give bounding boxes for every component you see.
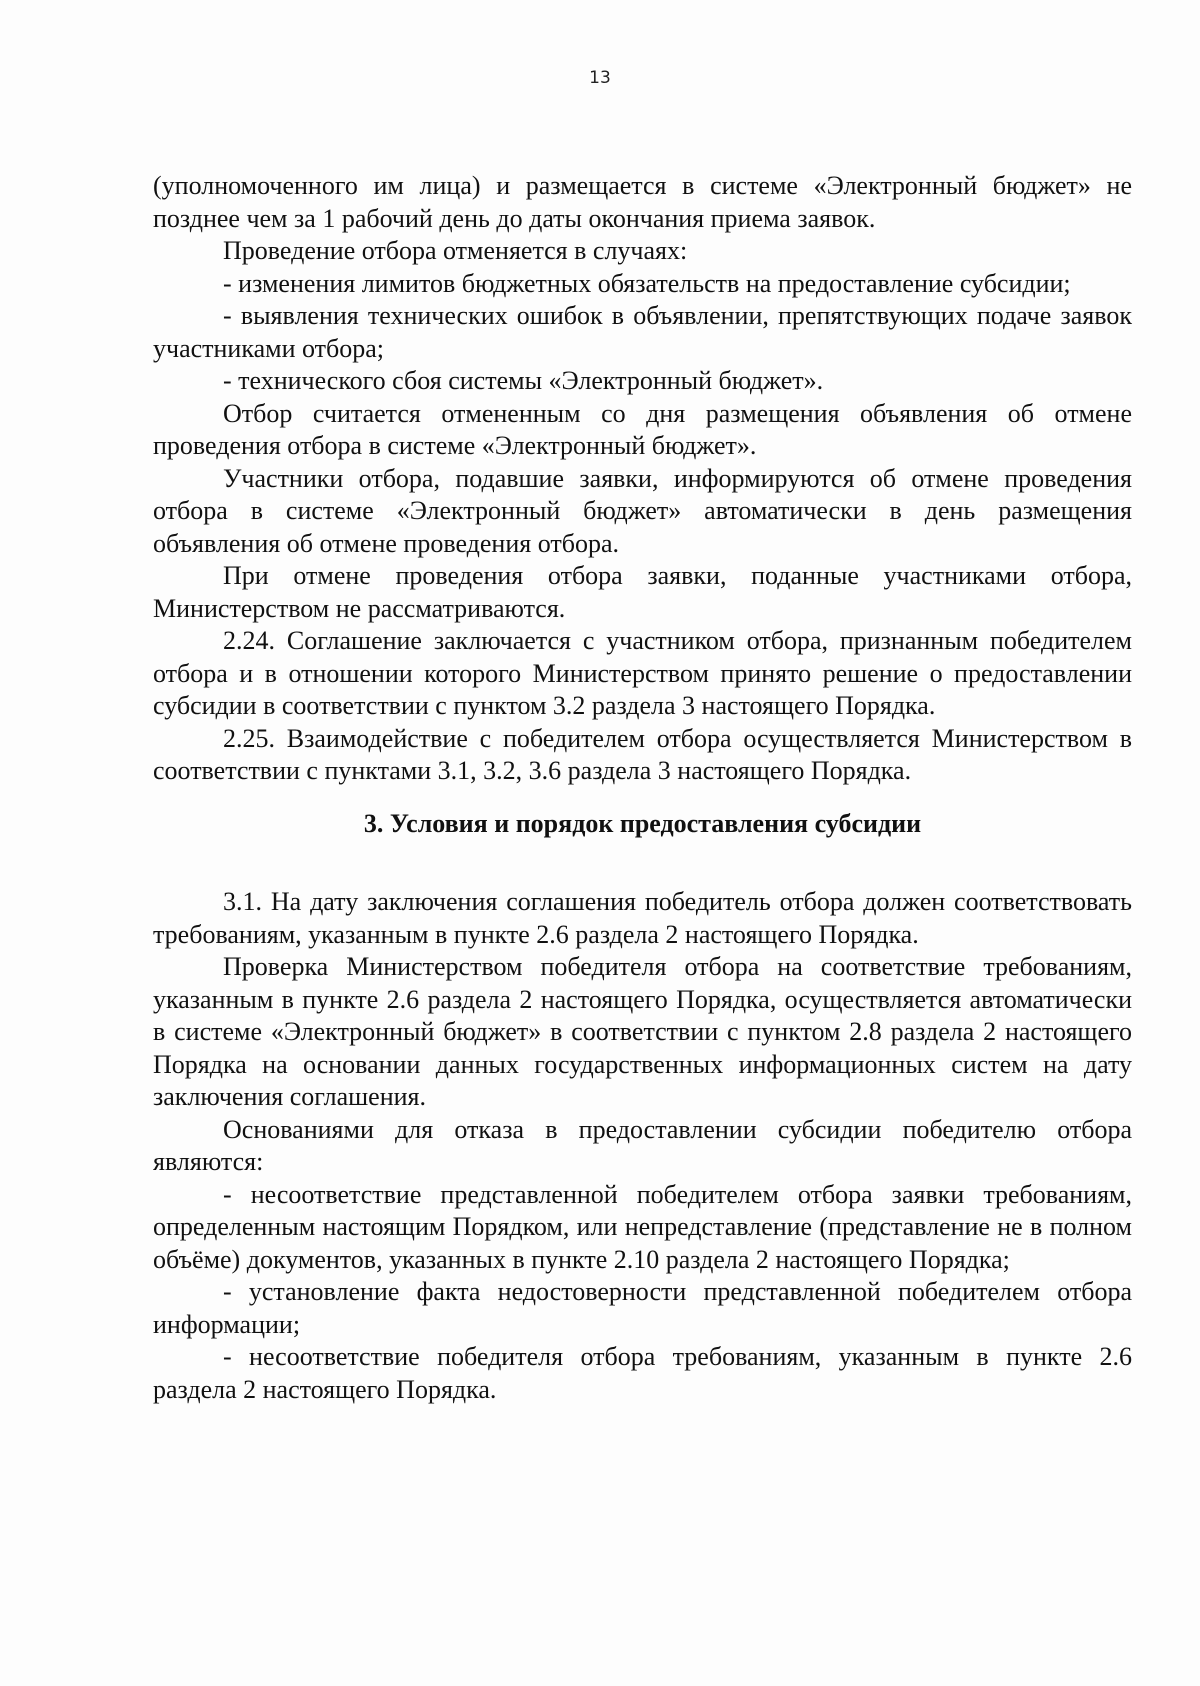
paragraph: Проверка Министерством победителя отбора на соответствие требованиям, указанным в пункте 2.6 раздела 2 настоящего Порядка, осуществляется автоматически в системе «Электронный бюджет» в соответствии с пунктом 2.8 раздела 2 настоящего Порядка на основании данных государственных информационных систем на дату заключения соглашения.	[153, 952, 1132, 1111]
list-item: - изменения лимитов бюджетных обязательств на предоставление субсидии;	[223, 268, 1071, 298]
list-item: - выявления технических ошибок в объявлении, препятствующих подаче заявок участниками отбора;	[153, 301, 1132, 363]
clause-2-25: 2.25. Взаимодействие с победителем отбора осуществляется Министерством в соответствии с пунктами 3.1, 3.2, 3.6 раздела 3 настоящего Порядка.	[153, 723, 1132, 785]
paragraph: Участники отбора, подавшие заявки, информируются об отмене проведения отбора в системе «Электронный бюджет» автоматически в день размещения объявления об отмене проведения отбора.	[153, 463, 1132, 558]
paragraph: Отбор считается отмененным со дня размещения объявления об отмене проведения отбора в системе «Электронный бюджет».	[153, 398, 1132, 460]
paragraph: Проведение отбора отменяется в случаях:	[223, 236, 688, 265]
clause-3-1: 3.1. На дату заключения соглашения победитель отбора должен соответствовать требованиям, указанным в пункте 2.6 раздела 2 настоящего Порядка.	[153, 887, 1132, 949]
paragraph: Основаниями для отказа в предоставлении субсидии победителю отбора являются:	[153, 1114, 1132, 1176]
list-item: - несоответствие победителя отбора требованиям, указанным в пункте 2.6 раздела 2 настоящего Порядка.	[153, 1342, 1132, 1404]
list-item: - несоответствие представленной победителем отбора заявки требованиям, определенным настоящим Порядком, или непредставление (представление не в полном объёме) документов, указанных в пункте 2.10 раздела 2 настоящего Порядка;	[153, 1179, 1132, 1274]
list-item: - установление факта недостоверности представленной победителем отбора информации;	[153, 1277, 1132, 1339]
list-item: - технического сбоя системы «Электронный бюджет».	[223, 366, 824, 395]
document-body	[153, 170, 1132, 1406]
section-heading: 3. Условия и порядок предоставления субсидии	[363, 808, 922, 838]
paragraph: (уполномоченного им лица) и размещается в системе «Электронный бюджет» не позднее чем за 1 рабочий день до даты окончания приема заявок.	[153, 171, 1132, 233]
clause-2-24: 2.24. Соглашение заключается с участником отбора, признанным победителем отбора и в отношении которого Министерством принято решение о предоставлении субсидии в соответствии с пунктом 3.2 раздела 3 настоящего Порядка.	[153, 626, 1132, 720]
page-number: 13	[589, 68, 611, 88]
paragraph: При отмене проведения отбора заявки, поданные участниками отбора, Министерством не рассматриваются.	[153, 561, 1132, 623]
